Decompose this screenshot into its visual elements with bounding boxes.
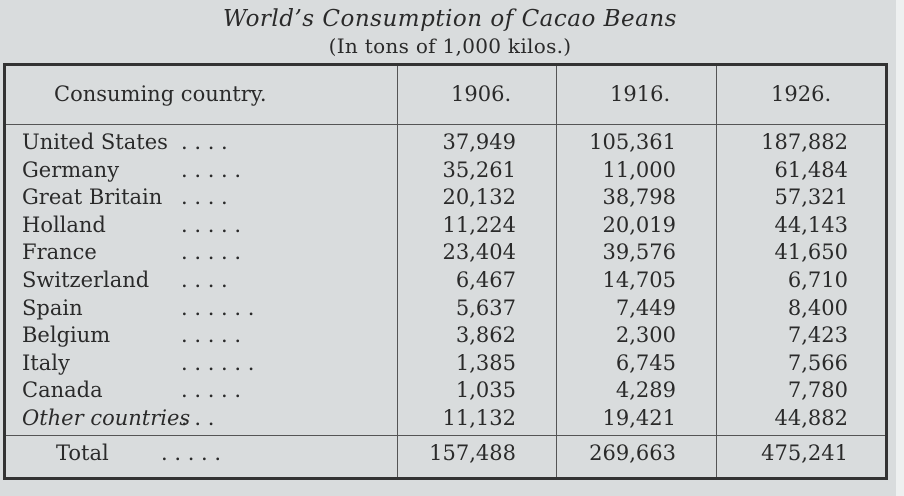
value-1926: 7,423 xyxy=(787,323,848,348)
value-1916: 11,000 xyxy=(602,157,676,182)
leader-dots: . . . . xyxy=(181,130,228,154)
value-1906: 3,862 xyxy=(455,323,516,348)
value-1906: 1,035 xyxy=(455,378,516,403)
country-name: Great Britain xyxy=(22,185,163,210)
total-1906: 157,488 xyxy=(429,441,516,465)
table-row xyxy=(6,268,885,295)
value-1926: 7,780 xyxy=(787,378,848,403)
value-1916: 39,576 xyxy=(602,240,676,265)
table-row xyxy=(6,406,885,433)
country-name: Belgium xyxy=(22,323,111,348)
value-1916: 7,449 xyxy=(615,295,676,320)
leader-dots: . . . . . xyxy=(181,378,242,403)
value-1926: 44,143 xyxy=(774,212,848,237)
value-1926: 8,400 xyxy=(787,295,848,320)
leader-dots: . . . . . xyxy=(181,323,242,348)
consumption-table xyxy=(3,63,888,480)
value-1906: 23,404 xyxy=(442,240,516,265)
value-1906: 6,467 xyxy=(455,268,516,292)
table-row xyxy=(6,185,885,212)
total-row xyxy=(6,441,885,468)
value-1916: 105,361 xyxy=(589,130,676,154)
page-edge xyxy=(896,0,904,496)
total-dots: . . . . . xyxy=(161,441,222,465)
country-name: Spain xyxy=(22,295,83,320)
value-1926: 61,484 xyxy=(774,157,848,182)
value-1926: 187,882 xyxy=(761,130,848,154)
total-label: Total xyxy=(56,441,109,465)
value-1906: 37,949 xyxy=(442,130,516,154)
value-1906: 1,385 xyxy=(455,350,516,375)
table-subtitle: (In tons of 1,000 kilos.) xyxy=(328,34,572,58)
table-row xyxy=(6,323,885,350)
leader-dots: . . . . xyxy=(181,268,228,292)
table-row xyxy=(6,296,885,323)
value-1926: 6,710 xyxy=(787,268,848,292)
total-1926: 475,241 xyxy=(761,441,848,465)
leader-dots: . . . . . . xyxy=(181,350,255,375)
value-1916: 20,019 xyxy=(602,212,676,237)
value-1906: 11,224 xyxy=(442,212,516,237)
country-name: Canada xyxy=(22,378,103,403)
header-1906: 1906. xyxy=(451,82,512,106)
leader-dots: . . . . . xyxy=(181,240,242,265)
value-1916: 38,798 xyxy=(602,185,676,210)
value-1916: 6,745 xyxy=(615,350,676,375)
country-name: Italy xyxy=(22,350,70,375)
table-row xyxy=(6,378,885,405)
leader-dots: . . . xyxy=(181,406,215,430)
country-name: United States xyxy=(22,130,168,154)
leader-dots: . . . . . . xyxy=(181,295,255,320)
table-row xyxy=(6,158,885,185)
country-name: Switzerland xyxy=(22,268,150,292)
value-1926: 57,321 xyxy=(774,185,848,210)
table-row xyxy=(6,213,885,240)
value-1906: 20,132 xyxy=(442,185,516,210)
leader-dots: . . . . . xyxy=(181,212,242,237)
value-1906: 5,637 xyxy=(455,295,516,320)
value-1926: 7,566 xyxy=(787,350,848,375)
header-1916: 1916. xyxy=(610,82,671,106)
table-row xyxy=(6,351,885,378)
header-1926: 1926. xyxy=(771,82,832,106)
value-1916: 19,421 xyxy=(602,406,676,430)
country-name: Holland xyxy=(22,212,106,237)
header-country: Consuming country. xyxy=(54,82,267,106)
value-1926: 41,650 xyxy=(774,240,848,265)
value-1916: 2,300 xyxy=(615,323,676,348)
value-1906: 35,261 xyxy=(442,157,516,182)
country-name: Germany xyxy=(22,157,120,182)
table-row xyxy=(6,240,885,267)
value-1916: 4,289 xyxy=(615,378,676,403)
table-row xyxy=(6,130,885,157)
country-name: Other countries xyxy=(22,406,191,430)
table-title: World’s Consumption of Cacao Beans xyxy=(223,6,677,32)
leader-dots: . . . . xyxy=(181,185,228,210)
value-1916: 14,705 xyxy=(602,268,676,292)
total-1916: 269,663 xyxy=(589,441,676,465)
value-1906: 11,132 xyxy=(442,406,516,430)
value-1926: 44,882 xyxy=(774,406,848,430)
country-name: France xyxy=(22,240,97,265)
total-rule xyxy=(6,435,885,436)
header-rule xyxy=(6,124,885,125)
leader-dots: . . . . . xyxy=(181,157,242,182)
